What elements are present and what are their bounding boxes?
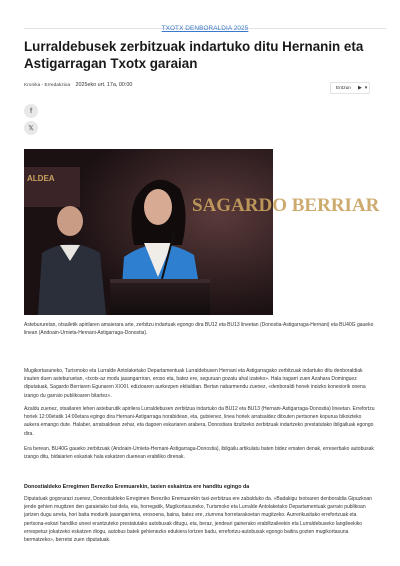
listen-label: Entzun: [336, 85, 351, 91]
x-share-icon[interactable]: 𝕏: [24, 121, 38, 135]
play-icon: ▶: [357, 85, 362, 91]
article-title: Lurraldebusek zerbitzuak indartuko ditu Hernanin eta Astigarragan Txotx garaian: [24, 39, 364, 71]
backdrop-text-left: ALDEA: [27, 174, 55, 183]
article-category[interactable]: Kronika - Erredakzioa: [24, 83, 71, 88]
article-meta: [24, 82, 132, 88]
facebook-share-icon[interactable]: f: [24, 104, 38, 118]
section-bar: [24, 14, 386, 32]
paragraph-4: Diputatuak gogorarazi zuenez, Donostialdeko Erregimen Bereziko Eremuarekin taxi-zerbitzua ere zabalduko da. «Badakigu txotxaren denboraldia Gipuzkoan jende gehien mugitzen den garaietako bat dela, eta, horregatik, Mugikortasuneko, Turismoko eta Lurralde Antolaketako Departamentuak garraio publikoan jartzen dugu arreta, hori baita modurik jasangarriena, erosoena, baina, batez ere, ziurrena horretarakoetan mugitzeko. Aurrerikusitako errefortzuak eta pertsona-eskari handiko uneei erantzuteko prestatutako autobusak ditugu, eta, beraz, jendeari gainerako erabiltzaileekin eta Lurraldebuseko langileekiko errespetuz jokatzeko eskatzen diogu, autobus batek gehienezko edukiera lortzen badu, errefortzu-autobusak egongo baitira gozten mugikortasuna bermatzeko», berretsi zuen diputatuak.: [24, 496, 372, 544]
section-link[interactable]: TXOTX DENBORALDIA 2025: [161, 25, 249, 32]
paragraph-1: Mugikortasuneko, Turismoko eta Lurralde Antolaketako Departamentuak Lurraldebusen Hernani eta Astigarragako zerbitzuak indartuko ditu denboraldiak irauten duen asteburuetan, «txotx-az modu jasangarriran, eroso eta, batez ere, seguruan gozatu ahal izateko». Hala iragarri zuen Azahara Dominguez diputatuak, Sagardo Berriaren Egunaren XXXII. edizioaren aurkezpen ekitaldian. Bertan nabarmendu zuenez, «denboraldi honek inoizko konexiorik onena izango du garraio publikoaren bitartez».: [24, 368, 366, 399]
article-photo: [24, 149, 380, 315]
photo-caption: Astebururetan, otsailetik apirilaren amaierara arte, zerbitzu indartuak egongo dira BU12 eta BU13 lineetan (Donostia-Astigarraga-Hernani) eta BU40G gaueko linean (Andoain-Urnieta-Hernani-Astigarraga-Donostia).: [24, 322, 374, 337]
paragraph-2: Azaldu zuenez, otsailaren lehen asteburutik apirilera Lurraldebusen zerbitzua indartuko da BU12 eta BU13 (Hernani-Astigarraga-Donostia) lineetan. Errefortzu horiek 12:00etatik 14:00etara egingo dira Hernani-Astigarraga norabidean, eta, gutxienez, linea horiek arratsaldez ditxuten pertsonen kopurua bikoizteko aukera emango dute. Halaber, arratsaldean zehar, eta dagoen eskariaren arabera, Donostiara itzultzeko zerbitzuak indartzeko prestatutako ibilgailuak egongo dira.: [24, 406, 375, 437]
backdrop-text-right: SAGARDO BERRIAR: [192, 195, 380, 216]
press-event-photo: [24, 149, 380, 315]
listen-button[interactable]: [330, 82, 370, 94]
section-subheading: Donostialdeko Erregimen Bereziko Eremuarekin, taxien eskaintza ere handitu egingo da: [24, 484, 250, 490]
chevron-down-icon: ▾: [364, 85, 368, 91]
paragraph-3: Era berean, BU40G gaueko zerbitzuak (Andoain-Urnieta-Hernani-Astigarraga-Donostia), ibilgailu artikulatu baten bidez ematen denak, erreserbako autobusak izango ditu, bidaiarien eskariak hala eskatzen duenean erabiliko direnak.: [24, 446, 374, 461]
article-date: 2025eko urt. 17a, 00:00: [75, 82, 133, 88]
